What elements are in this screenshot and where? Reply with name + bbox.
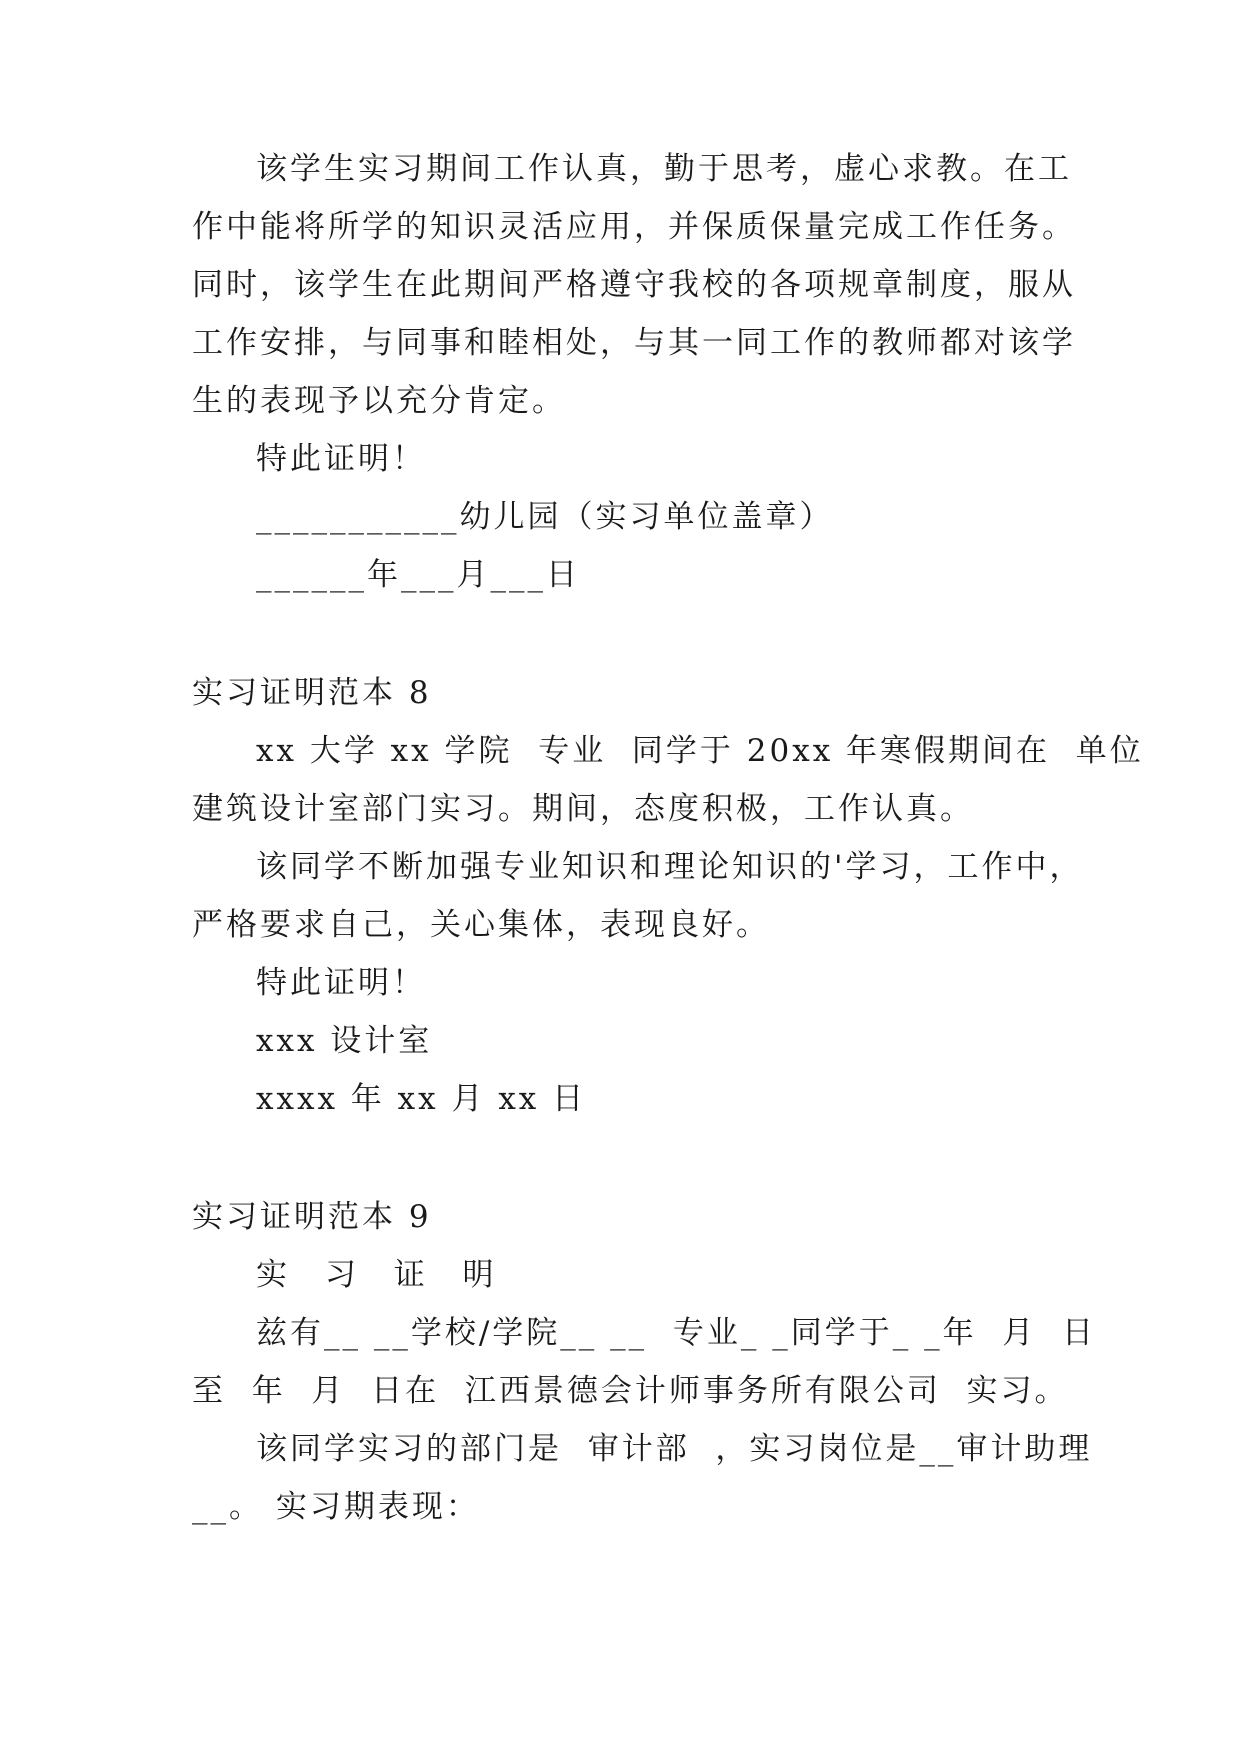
date-line: xxxx 年 xx 月 xx 日 (256, 1081, 587, 1117)
paragraph-line: 至 年 月 日在 江西景德会计师事务所有限公司 实习。 (192, 1373, 1069, 1409)
paragraph-line: 同时，该学生在此期间严格遵守我校的各项规章制度，服从 (192, 267, 1076, 303)
date-line: ______年___月___日 (256, 557, 580, 593)
signature-line: ___________幼儿园（实习单位盖章） (256, 499, 834, 535)
paragraph-line: xx 大学 xx 学院 专业 同学于 20xx 年寒假期间在 单位 (256, 733, 1144, 769)
signature-line: xxx 设计室 (256, 1023, 433, 1059)
paragraph-line: 兹有__ __学校/学院__ __ 专业_ _同学于_ _年 月 日 (256, 1315, 1096, 1351)
paragraph-line: 生的表现予以充分肯定。 (192, 383, 566, 419)
paragraph-line: __。 实习期表现： (192, 1489, 480, 1525)
paragraph-line: 严格要求自己，关心集体，表现良好。 (192, 907, 770, 943)
document-title: 实 习 证 明 (256, 1257, 508, 1293)
paragraph-line: 建筑设计室部门实习。期间，态度积极，工作认真。 (192, 791, 974, 827)
paragraph-line: 作中能将所学的知识灵活应用，并保质保量完成工作任务。 (192, 209, 1076, 245)
section-heading: 实习证明范本 8 (192, 675, 432, 711)
paragraph-line: 工作安排，与同事和睦相处，与其一同工作的教师都对该学 (192, 325, 1076, 361)
paragraph-line: 该学生实习期间工作认真，勤于思考，虚心求教。在工 (256, 151, 1072, 187)
paragraph-line: 该同学不断加强专业知识和理论知识的'学习，工作中， (256, 849, 1084, 885)
paragraph-line: 该同学实习的部门是 审计部 ，实习岗位是__审计助理 (256, 1431, 1093, 1467)
section-heading: 实习证明范本 9 (192, 1199, 432, 1235)
closing-statement: 特此证明！ (256, 441, 426, 477)
closing-statement: 特此证明！ (256, 965, 426, 1001)
